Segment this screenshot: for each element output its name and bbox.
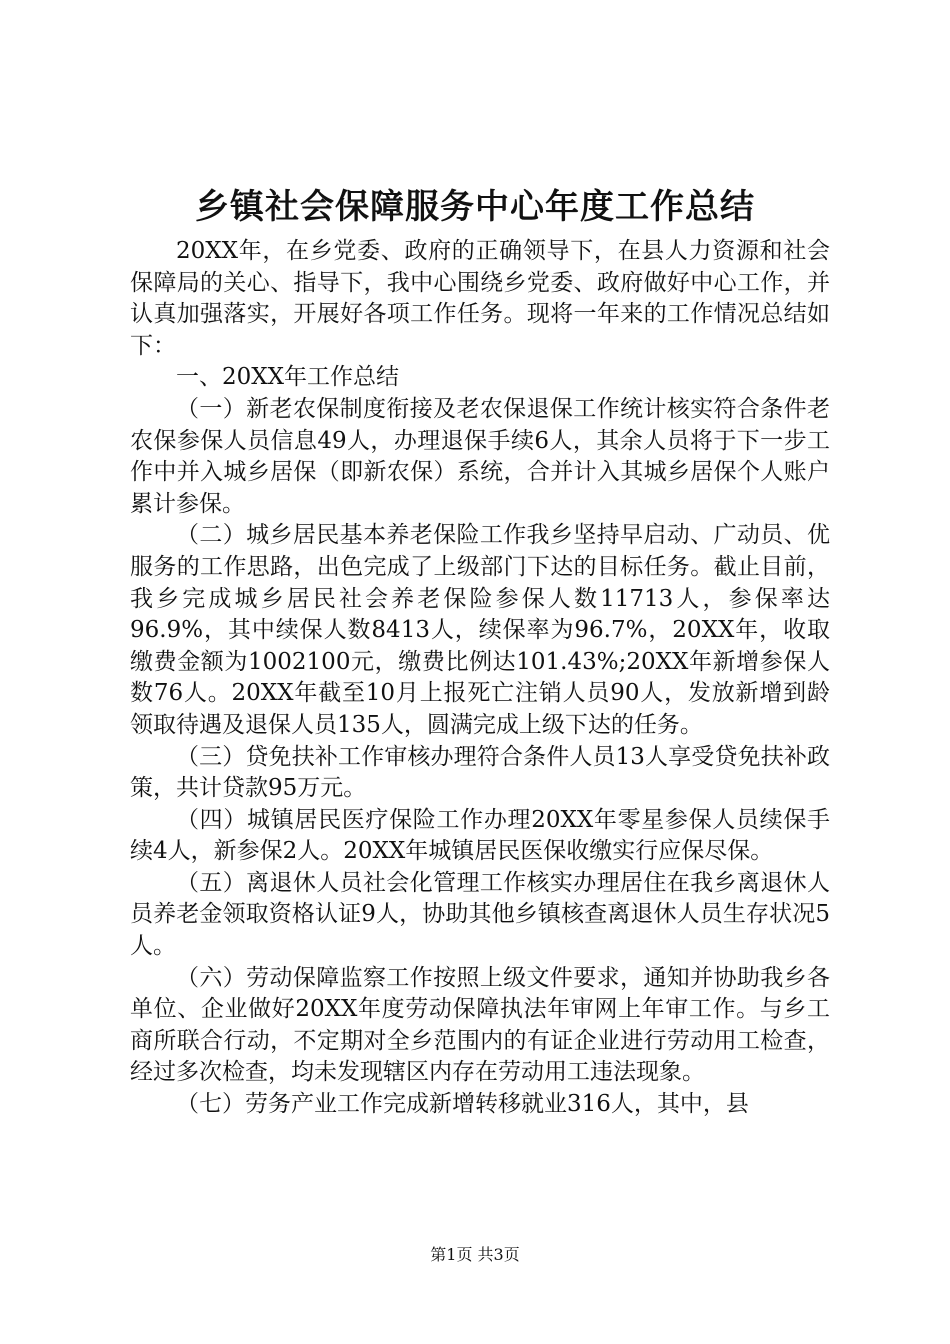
page-footer: 第1页 共3页 (430, 1245, 520, 1264)
section-heading: 一、20XX年工作总结 (176, 364, 400, 391)
document-body (130, 236, 830, 1121)
intro-paragraph: 20XX年，在乡党委、政府的正确领导下，在县人力资源和社会保障局的关心、指导下，我中心围绕乡党委、政府做好中心工作，并认真加强落实，开展好各项工作任务。现将一年来的工作情况总结如下： (130, 238, 830, 359)
paragraph-item-1: （一）新老农保制度衔接及老农保退保工作统计核实符合条件老农保参保人员信息49人，办理退保手续6人，其余人员将于下一步工作中并入城乡居保（即新农保）系统，合并计入其城乡居保个人账户累计参保。 (130, 395, 830, 517)
paragraph-item-3: （三）贷免扶补工作审核办理符合条件人员13人享受贷免扶补政策，共计贷款95万元。 (130, 743, 830, 802)
paragraph-item-4: （四）城镇居民医疗保险工作办理20XX年零星参保人员续保手续4人，新参保2人。20XX年城镇居民医保收缴实行应保尽保。 (130, 806, 830, 865)
paragraph-item-6: （六）劳动保障监察工作按照上级文件要求，通知并协助我乡各单位、企业做好20XX年度劳动保障执法年审网上年审工作。与乡工商所联合行动，不定期对全乡范围内的有证企业进行劳动用工检查，经过多次检查，均未发现辖区内存在劳动用工违法现象。 (130, 964, 830, 1086)
document-title: 乡镇社会保障服务中心年度工作总结 (195, 187, 755, 227)
paragraph-item-5: （五）离退休人员社会化管理工作核实办理居住在我乡离退休人员养老金领取资格认证9人，协助其他乡镇核查离退休人员生存状况5人。 (130, 869, 830, 960)
paragraph-item-7: （七）劳务产业工作完成新增转移就业316人，其中，县 (176, 1091, 749, 1118)
paragraph-item-2: （二）城乡居民基本养老保险工作我乡坚持早启动、广动员、优服务的工作思路，出色完成了上级部门下达的目标任务。截止目前，我乡完成城乡居民社会养老保险参保人数11713人，参保率达96.9%，其中续保人数8413人，续保率为96.7%，20XX年，收取缴费金额为1002100元，缴费比例达101.43%;20XX年新增参保人数76人。20XX年截至10月上报死亡注销人员90人，发放新增到龄领取待遇及退保人员135人，圆满完成上级下达的任务。 (130, 522, 830, 738)
